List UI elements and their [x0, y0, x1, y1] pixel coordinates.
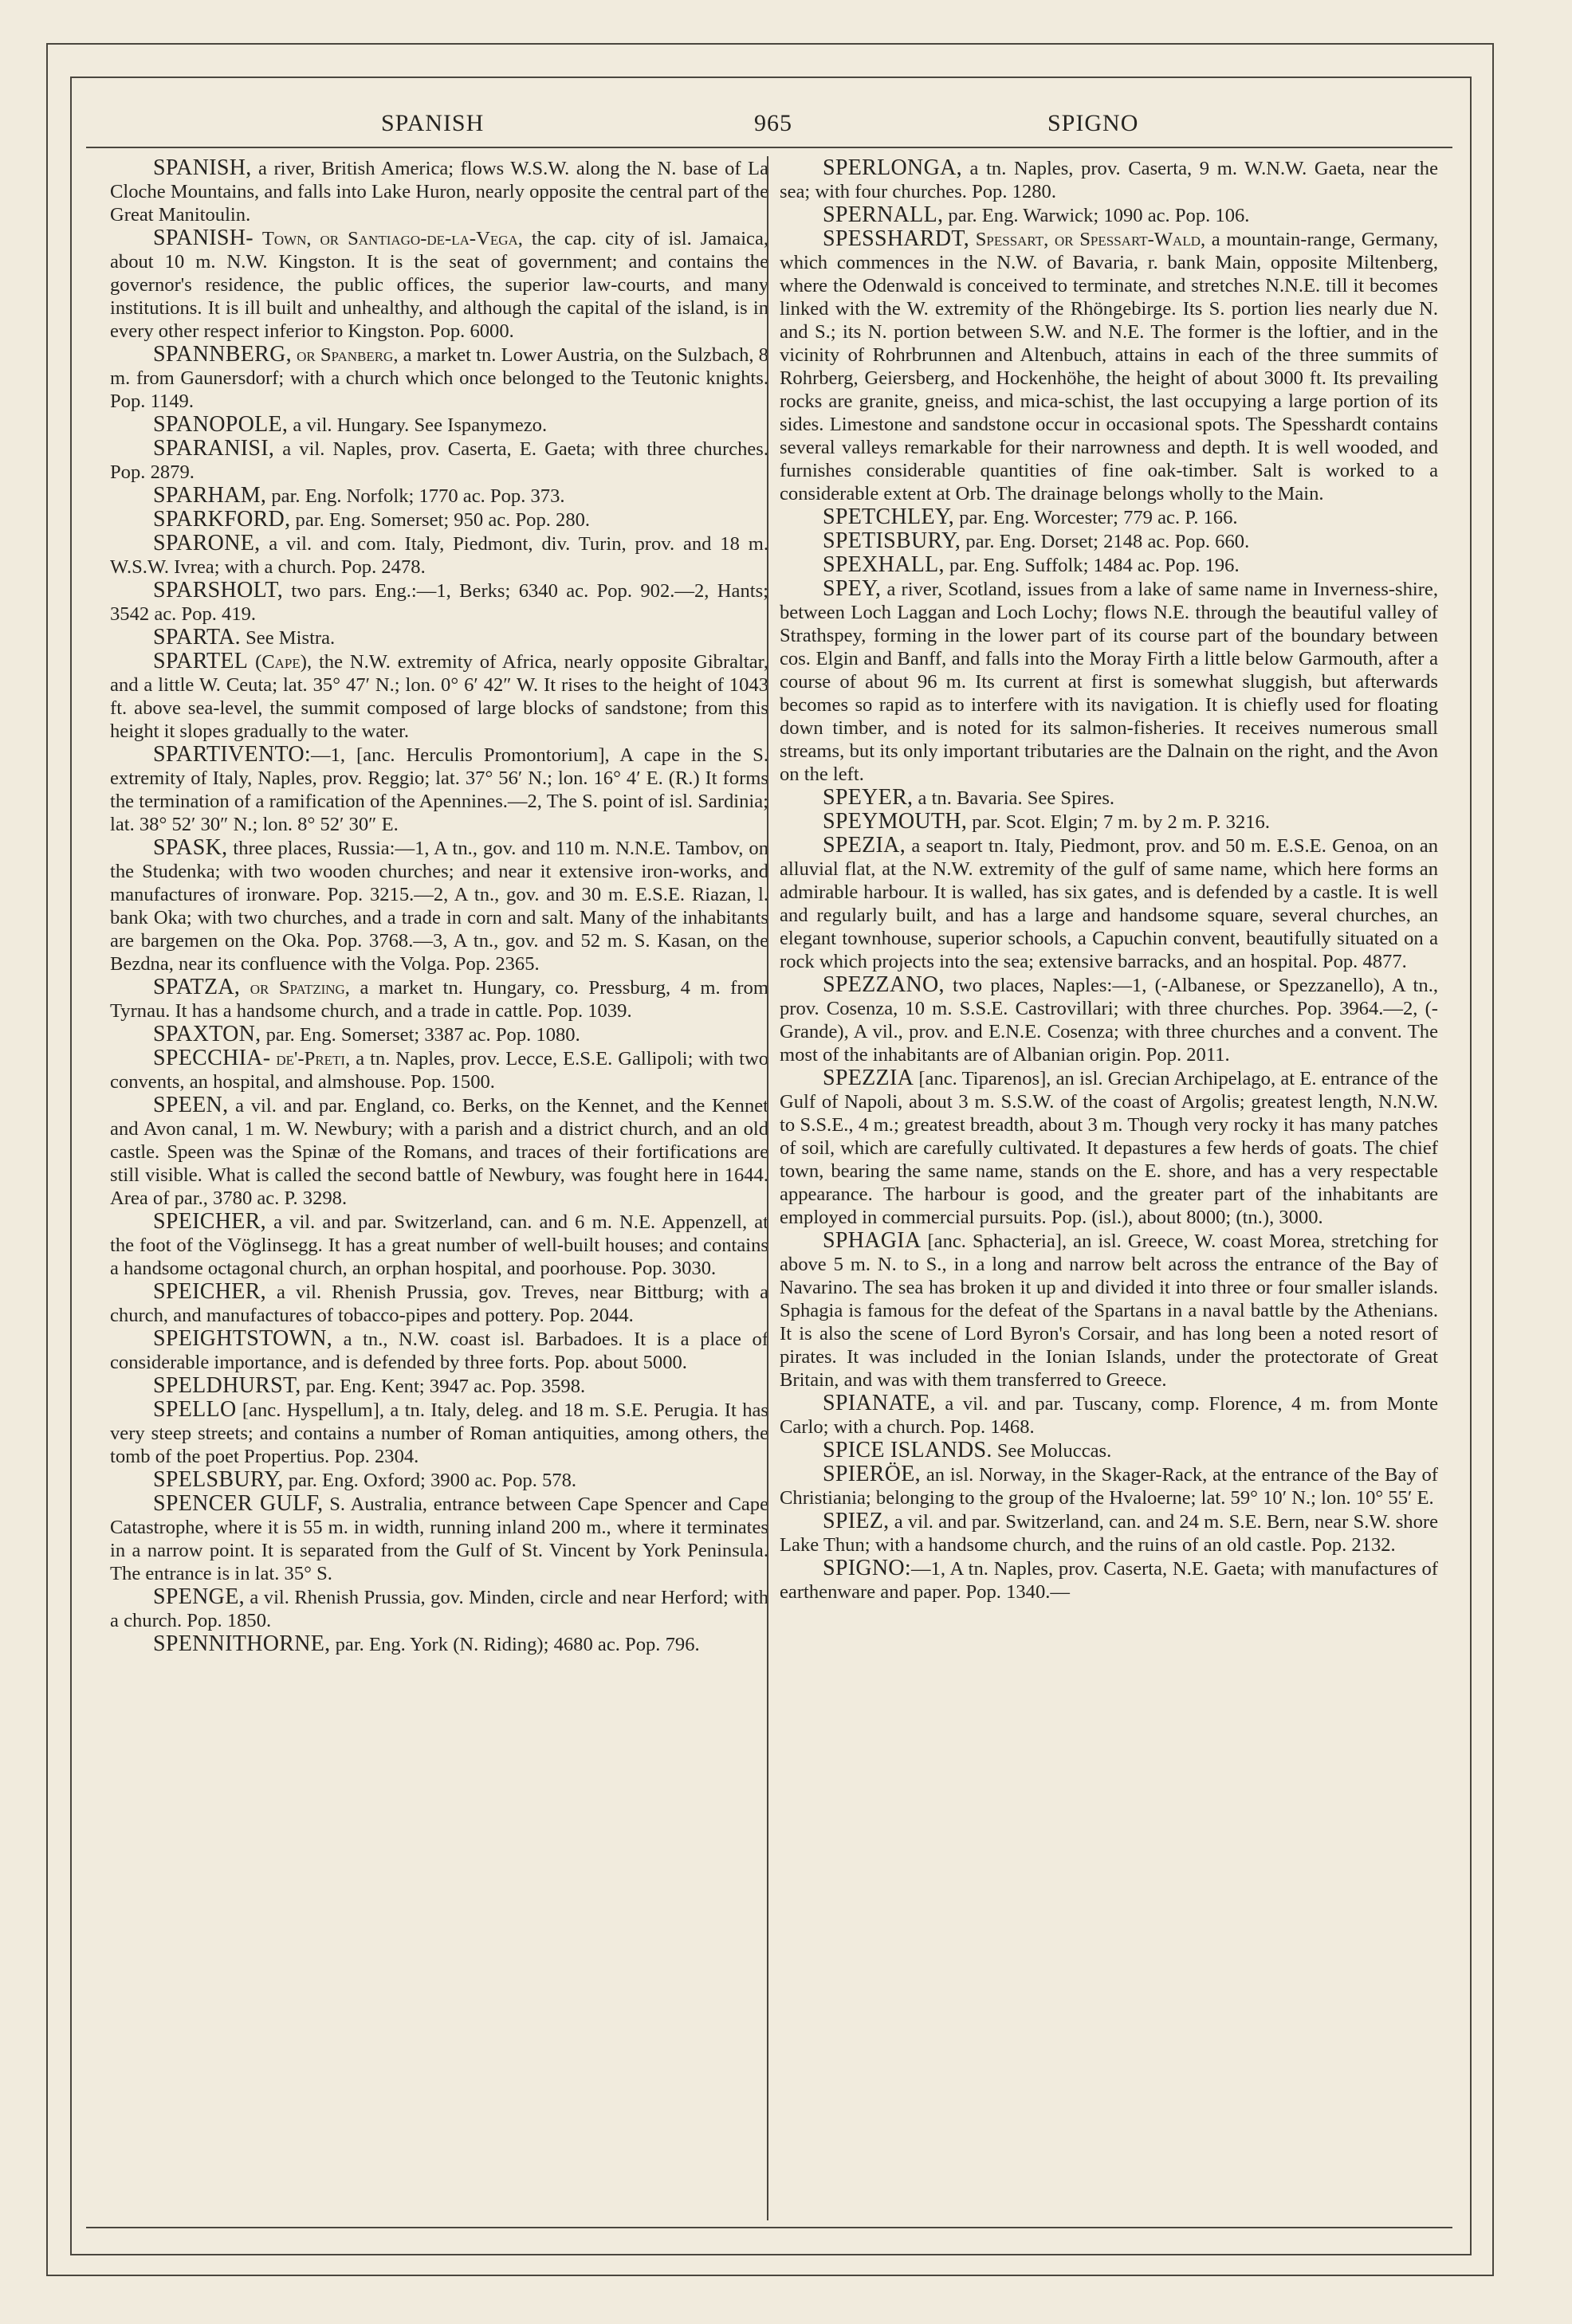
- gazetteer-entry: [780, 529, 1438, 553]
- gazetteer-entry: [780, 834, 1438, 973]
- gazetteer-entry: [110, 1210, 768, 1280]
- entry-headword: SPARTIVENTO:: [153, 742, 311, 767]
- gazetteer-entry: [110, 976, 768, 1023]
- entry-text: See Mistra.: [240, 627, 336, 649]
- header-left-guide-word: SPANISH: [381, 110, 485, 136]
- gazetteer-entry: [110, 1468, 768, 1492]
- entry-text: [anc. Hyspellum], a tn. Italy, deleg. and 18 m. S.E. Perugia. It has very steep streets; and contains a number of Roman antiquities, among others, the tomb of the poet Propertius. Pop. 2304.: [110, 1400, 768, 1467]
- entry-headword: SPESSHARDT,: [823, 226, 970, 251]
- entry-text: a river, British America; flows W.S.W. along the N. base of La Cloche Mountains, and falls into Lake Huron, nearly opposite the central part of the Great Manitoulin.: [110, 158, 768, 226]
- gazetteer-entry: [110, 836, 768, 976]
- entry-alternate-name: (Cape),: [255, 651, 312, 673]
- entry-headword: SPEICHER,: [153, 1209, 266, 1234]
- gazetteer-entry: [780, 505, 1438, 529]
- entry-headword: SPARHAM,: [153, 483, 267, 508]
- gazetteer-entry: [780, 577, 1438, 786]
- gazetteer-entry: [780, 973, 1438, 1066]
- entry-alternate-name: or Spatzing,: [250, 977, 350, 999]
- entry-headword: SPIGNO:: [823, 1556, 912, 1580]
- entry-headword: SPEZIA,: [823, 833, 906, 858]
- entry-headword: SPENCER GULF,: [153, 1491, 324, 1516]
- entry-text: par. Eng. Norfolk; 1770 ac. Pop. 373.: [266, 485, 565, 507]
- entry-text: three places, Russia:—1, A tn., gov. and 110 m. N.N.E. Tambov, on the Studenka; with two wooden churches; and near it extensive iron-works, and manufactures of ironware. Pop. 3215.—2, A tn., gov. and 30 m. E.S.E. Riazan, l. bank Oka; with two churches, and a trade in corn and salt. Many of the inhabitants are bargemen on the Oka. Pop. 3768.—3, A tn., gov. and 52 m. S. Kasan, on the Bezdna, near its confluence with the Volga. Pop. 2365.: [110, 838, 768, 975]
- entry-headword: SPARANISI,: [153, 436, 275, 461]
- gazetteer-entry: [110, 1280, 768, 1327]
- header-rule: [86, 147, 1452, 148]
- entry-text: a vil. Hungary. See Ispanymezo.: [288, 414, 548, 436]
- entry-text: par. Eng. Suffolk; 1484 ac. Pop. 196.: [944, 555, 1240, 576]
- entry-headword: SPHAGIA: [823, 1228, 922, 1253]
- gazetteer-entry: [780, 203, 1438, 227]
- entry-headword: SPIEZ,: [823, 1509, 890, 1533]
- entry-text: the N.W. extremity of Africa, nearly opposite Gibraltar, and a little W. Ceuta; lat. 35° 47′ N.; lon. 0° 6′ 42″ W. It rises to the height of 1043 ft. above sea-level, the summit composed of large blocks of sandstone; from this height it slopes gradually to the water.: [110, 651, 768, 742]
- entry-text: [anc. Tiparenos], an isl. Grecian Archipelago, at E. entrance of the Gulf of Napoli, about 3 m. S.S.W. of the coast of Argolis; greatest length, N.N.W. to S.S.E., 4 m.; greatest breadth, about 3 m. Though very rocky it has many patches of soil, which are carefully cultivated. It depastures a few herds of goats. The chief town, bearing the same name, stands on the E. shore, and has a very respectable appearance. The harbour is good, and the greater part of the inhabitants are employed in commercial pursuits. Pop. (isl.), about 8000; (tn.), 3000.: [780, 1068, 1438, 1228]
- entry-headword: SPETISBURY,: [823, 528, 961, 553]
- entry-text: a tn. Bavaria. See Spires.: [913, 787, 1115, 809]
- entry-text: a vil. and par. Switzerland, can. and 24 m. S.E. Bern, near S.W. shore Lake Thun; with a handsome church, and the ruins of an old castle. Pop. 2132.: [780, 1511, 1438, 1556]
- entry-text: a vil. and par. Tuscany, comp. Florence, 4 m. from Monte Carlo; with a church. Pop. 1468.: [780, 1393, 1438, 1438]
- running-header: [86, 105, 1452, 147]
- entry-headword: SPANISH-: [153, 226, 253, 250]
- entry-headword: SPELDHURST,: [153, 1373, 301, 1398]
- gazetteer-entry: [110, 532, 768, 579]
- entry-headword: SPIANATE,: [823, 1391, 936, 1415]
- gazetteer-entry: [110, 1327, 768, 1374]
- entry-text: a vil. and par. Switzerland, can. and 6 m. N.E. Appenzell, at the foot of the Vöglinsegg. It has a great number of well-built houses; and contains a handsome octagonal church, an orphan hospital, and poorhouse. Pop. 3030.: [110, 1211, 768, 1279]
- entry-headword: SPARTA.: [153, 625, 241, 650]
- entry-headword: SPARONE,: [153, 531, 261, 555]
- entry-text: par. Eng. Kent; 3947 ac. Pop. 3598.: [301, 1376, 586, 1397]
- gazetteer-entry: [110, 626, 768, 650]
- gazetteer-entry: [780, 786, 1438, 810]
- entry-headword: SPEZZANO,: [823, 972, 945, 997]
- page-number: 965: [754, 110, 792, 136]
- entry-text: par. Eng. Oxford; 3900 ac. Pop. 578.: [283, 1470, 577, 1491]
- entry-text: par. Eng. Dorset; 2148 ac. Pop. 660.: [961, 531, 1250, 552]
- gazetteer-entry: [780, 1066, 1438, 1229]
- entry-text: a tn. Naples, prov. Caserta, 9 m. W.N.W. Gaeta, near the sea; with four churches. Pop. 1280.: [780, 158, 1438, 202]
- entry-text: [anc. Sphacteria], an isl. Greece, W. coast Morea, stretching for above 5 m. N. to S., in a long and narrow belt across the entrance of the Bay of Navarino. The sea has broken it up and divided it into three or four smaller islands. Sphagia is famous for the defeat of the Spartans in a naval battle by the Athenians. It is also the scene of Lord Byron's Corsair, and has long been a noted resort of pirates. It was included in the Ionian Islands, under the protectorate of Great Britain, and was with them transferred to Greece.: [780, 1231, 1438, 1391]
- gazetteer-entry: [110, 1046, 768, 1093]
- gazetteer-entry: [110, 156, 768, 226]
- gazetteer-entry: [780, 1557, 1438, 1604]
- entry-text: a market tn. Hungary, co. Pressburg, 4 m. from Tyrnau. It has a handsome church, and a trade in cattle. Pop. 1039.: [110, 977, 768, 1022]
- entry-headword: SPIERÖE,: [823, 1462, 921, 1486]
- entry-text: a vil. Rhenish Prussia, gov. Minden, circle and near Herford; with a church. Pop. 1850.: [110, 1587, 768, 1631]
- gazetteer-entry: [780, 810, 1438, 834]
- entry-headword: SPEZZIA: [823, 1066, 914, 1090]
- entry-text: two places, Naples:—1, (-Albanese, or Spezzanello), A tn., prov. Cosenza, 10 m. S.S.E. Castrovillari; with three churches. Pop. 3964.—2, (-Grande), A vil., prov. and E.N.E. Cosenza; with three churches and a convent. The most of the inhabitants are of Albanian origin. Pop. 2011.: [780, 975, 1438, 1066]
- entry-headword: SPERLONGA,: [823, 156, 962, 180]
- entry-text: a seaport tn. Italy, Piedmont, prov. and 50 m. E.S.E. Genoa, on an alluvial flat, at the N.W. extremity of the gulf of same name, which here forms an admirable harbour. It is walled, has six gates, and is defended by a castle. It is well and regularly built, and has a large and handsome square, several churches, an elegant townhouse, superior schools, a Capuchin convent, beautifully situated on a rock which projects into the sea; extensive barracks, and an hospital. Pop. 4877.: [780, 835, 1438, 972]
- entry-headword: SPARKFORD,: [153, 507, 291, 532]
- gazetteer-entry: [110, 1093, 768, 1210]
- entry-text: See Moluccas.: [992, 1440, 1112, 1462]
- entry-text: two pars. Eng.:—1, Berks; 6340 ac. Pop. 902.—2, Hants; 3542 ac. Pop. 419.: [110, 580, 768, 625]
- bottom-rule: [86, 2227, 1452, 2228]
- entry-text: par. Eng. Warwick; 1090 ac. Pop. 106.: [943, 205, 1250, 226]
- entry-text: a market tn. Lower Austria, on the Sulzbach, 8 m. from Gaunersdorf; with a church which once belonged to the Teutonic knights. Pop. 1149.: [110, 344, 768, 412]
- entry-headword: SPELSBURY,: [153, 1467, 284, 1492]
- entry-text: par. Eng. Somerset; 950 ac. Pop. 280.: [290, 509, 591, 531]
- entry-headword: SPICE ISLANDS.: [823, 1438, 992, 1462]
- gazetteer-entry: [780, 1392, 1438, 1439]
- gazetteer-entry: [110, 343, 768, 413]
- entry-headword: SPEY,: [823, 576, 882, 601]
- entry-text: —1, A tn. Naples, prov. Caserta, N.E. Gaeta; with manufactures of earthenware and paper. Pop. 1340.—: [780, 1558, 1438, 1603]
- entry-headword: SPANNBERG,: [153, 342, 292, 367]
- gazetteer-entry: [110, 650, 768, 743]
- entry-text: a vil. Naples, prov. Caserta, E. Gaeta; with three churches. Pop. 2879.: [110, 438, 768, 483]
- entry-headword: SPANOPOLE,: [153, 412, 289, 437]
- entry-headword: SPATZA,: [153, 975, 241, 999]
- entry-text: par. Scot. Elgin; 7 m. by 2 m. P. 3216.: [967, 811, 1270, 833]
- gazetteer-entry: [110, 484, 768, 508]
- entry-headword: SPARSHOLT,: [153, 578, 284, 603]
- entry-text: the cap. city of isl. Jamaica, about 10 m. N.W. Kingston. It is the seat of government; and contains the governor's residence, the public offices, the superior law-courts, and many institutions. It is ill built and unhealthy, and although the capital of the island, is in every other respect inferior to Kingston. Pop. 6000.: [110, 228, 768, 342]
- entry-headword: SPEIGHTSTOWN,: [153, 1326, 333, 1351]
- gazetteer-entry: [110, 413, 768, 437]
- entry-headword: SPASK,: [153, 835, 228, 860]
- gazetteer-entry: [110, 579, 768, 626]
- entry-text: a mountain-range, Germany, which commences in the N.W. of Bavaria, r. bank Main, opposite Miltenberg, where the Odenwald is conceived to terminate, and stretches N.N.E. till it becomes linked with the W. extremity of the Rhöngebirge. Its S. portion lies nearly due N. and S.; its N. portion between S.W. and N.E. The former is the loftier, and in the vicinity of Rohrbrunnen and Altenbuch, attains in each of the three summits of Rohrberg, Geiersberg, and Hockenhöhe, the height of about 3000 ft. Its prevailing rocks are granite, gneiss, and mica-schist, the last occupying a large portion of its sides. Limestone and sandstone occur in occasional spots. The Spesshardt contains several valleys remarkable for their narrowness and depth. It is well wooded, and furnishes considerable quantities of fine oak-timber. Salt is worked to a considerable extent at Orb. The drainage belongs wholly to the Main.: [780, 229, 1438, 504]
- left-column: [110, 156, 768, 2212]
- gazetteer-entry: [110, 508, 768, 532]
- header-right-guide-word: SPIGNO: [1047, 110, 1139, 136]
- column-divider: [767, 156, 768, 2220]
- entry-headword: SPEYMOUTH,: [823, 809, 968, 834]
- gazetteer-entry: [780, 1439, 1438, 1462]
- gazetteer-entry: [780, 156, 1438, 203]
- gazetteer-entry: [110, 1585, 768, 1632]
- entry-text: an isl. Norway, in the Skager-Rack, at the entrance of the Bay of Christiania; belonging to the group of the Hvaloerne; lat. 59° 10′ N.; lon. 10° 55′ E.: [780, 1464, 1438, 1509]
- entry-headword: SPELLO: [153, 1397, 237, 1422]
- gazetteer-entry: [110, 1492, 768, 1585]
- entry-alternate-name: de'-Preti,: [276, 1048, 351, 1070]
- entry-headword: SPARTEL: [153, 649, 249, 673]
- entry-headword: SPECCHIA-: [153, 1046, 271, 1070]
- entry-alternate-name: or Spanberg,: [297, 344, 399, 366]
- entry-text: a river, Scotland, issues from a lake of same name in Inverness-shire, between Loch Laggan and Loch Lochy; flows N.E. through the beautiful valley of Strathspey, forming in the lower part of its course part of the boundary between cos. Elgin and Banff, and falls into the Moray Firth a little below Garmouth, after a course of about 96 m. Its current at first is somewhat sluggish, but afterwards becomes so rapid as to interfere with its navigation. It is chiefly used for floating down timber, and is noted for its salmon-fisheries. It receives numerous small streams, but its only important tributaries are the Dalnain on the right, and the Avon on the left.: [780, 579, 1438, 785]
- entry-headword: SPEEN,: [153, 1093, 229, 1117]
- gazetteer-entry: [780, 553, 1438, 577]
- entry-headword: SPEICHER,: [153, 1279, 266, 1304]
- entry-headword: SPEYER,: [823, 785, 914, 810]
- entry-headword: SPANISH,: [153, 156, 252, 180]
- gazetteer-entry: [780, 1462, 1438, 1509]
- gazetteer-entry: [110, 437, 768, 484]
- entry-headword: SPAXTON,: [153, 1022, 261, 1046]
- entry-alternate-name: Spessart, or Spessart-Wald,: [975, 229, 1206, 250]
- gazetteer-entry: [780, 1229, 1438, 1392]
- entry-text: a vil. and com. Italy, Piedmont, div. Turin, prov. and 18 m. W.S.W. Ivrea; with a church. Pop. 2478.: [110, 533, 768, 578]
- entry-alternate-name: Town, or Santiago-de-la-Vega,: [261, 228, 523, 249]
- gazetteer-entry: [110, 1398, 768, 1468]
- entry-text: S. Australia, entrance between Cape Spencer and Cape Catastrophe, where it is 55 m. in width, running inland 200 m., where it terminates in a narrow point. It is separated from the Gulf of St. Vincent by York Peninsula. The entrance is in lat. 35° S.: [110, 1494, 768, 1584]
- gazetteer-entry: [780, 1509, 1438, 1557]
- entry-text: par. Eng. York (N. Riding); 4680 ac. Pop. 796.: [330, 1634, 700, 1655]
- entry-text: a tn., N.W. coast isl. Barbadoes. It is a place of considerable importance, and is defended by three forts. Pop. about 5000.: [110, 1329, 768, 1373]
- entry-headword: SPEXHALL,: [823, 552, 945, 577]
- entry-text: a tn. Naples, prov. Lecce, E.S.E. Gallipoli; with two convents, an hospital, and almshouse. Pop. 1500.: [110, 1048, 768, 1093]
- entry-text: a vil. Rhenish Prussia, gov. Treves, near Bittburg; with a church, and manufactures of tobacco-pipes and pottery. Pop. 2044.: [110, 1282, 768, 1326]
- entry-headword: SPETCHLEY,: [823, 504, 955, 529]
- entry-headword: SPENNITHORNE,: [153, 1631, 331, 1656]
- entry-text: par. Eng. Worcester; 779 ac. P. 166.: [954, 507, 1238, 528]
- entry-text: a vil. and par. England, co. Berks, on the Kennet, and the Kennet and Avon canal, 1 m. W. Newbury; with a parish and a district church, and an old castle. Speen was the Spinæ of the Romans, and traces of their fortifications are still visible. What is called the second battle of Newbury, was fought here in 1644. Area of par., 3780 ac. P. 3298.: [110, 1095, 768, 1209]
- entry-text: par. Eng. Somerset; 3387 ac. Pop. 1080.: [261, 1024, 580, 1046]
- gazetteer-entry: [110, 743, 768, 836]
- gazetteer-entry: [780, 227, 1438, 505]
- entry-text: —1, [anc. Herculis Promontorium], A cape in the S. extremity of Italy, Naples, prov. Reggio; lat. 37° 56′ N.; lon. 16° 4′ E. (R.) It forms the termination of a ramification of the Apennines.—2, The S. point of isl. Sardinia; lat. 38° 52′ 30″ N.; lon. 8° 52′ 30″ E.: [110, 744, 768, 835]
- gazetteer-entry: [110, 1374, 768, 1398]
- right-column: [780, 156, 1438, 2212]
- gazetteer-entry: [110, 226, 768, 343]
- entry-headword: SPERNALL,: [823, 202, 944, 227]
- entry-headword: SPENGE,: [153, 1584, 245, 1609]
- gazetteer-entry: [110, 1632, 768, 1656]
- gazetteer-entry: [110, 1023, 768, 1046]
